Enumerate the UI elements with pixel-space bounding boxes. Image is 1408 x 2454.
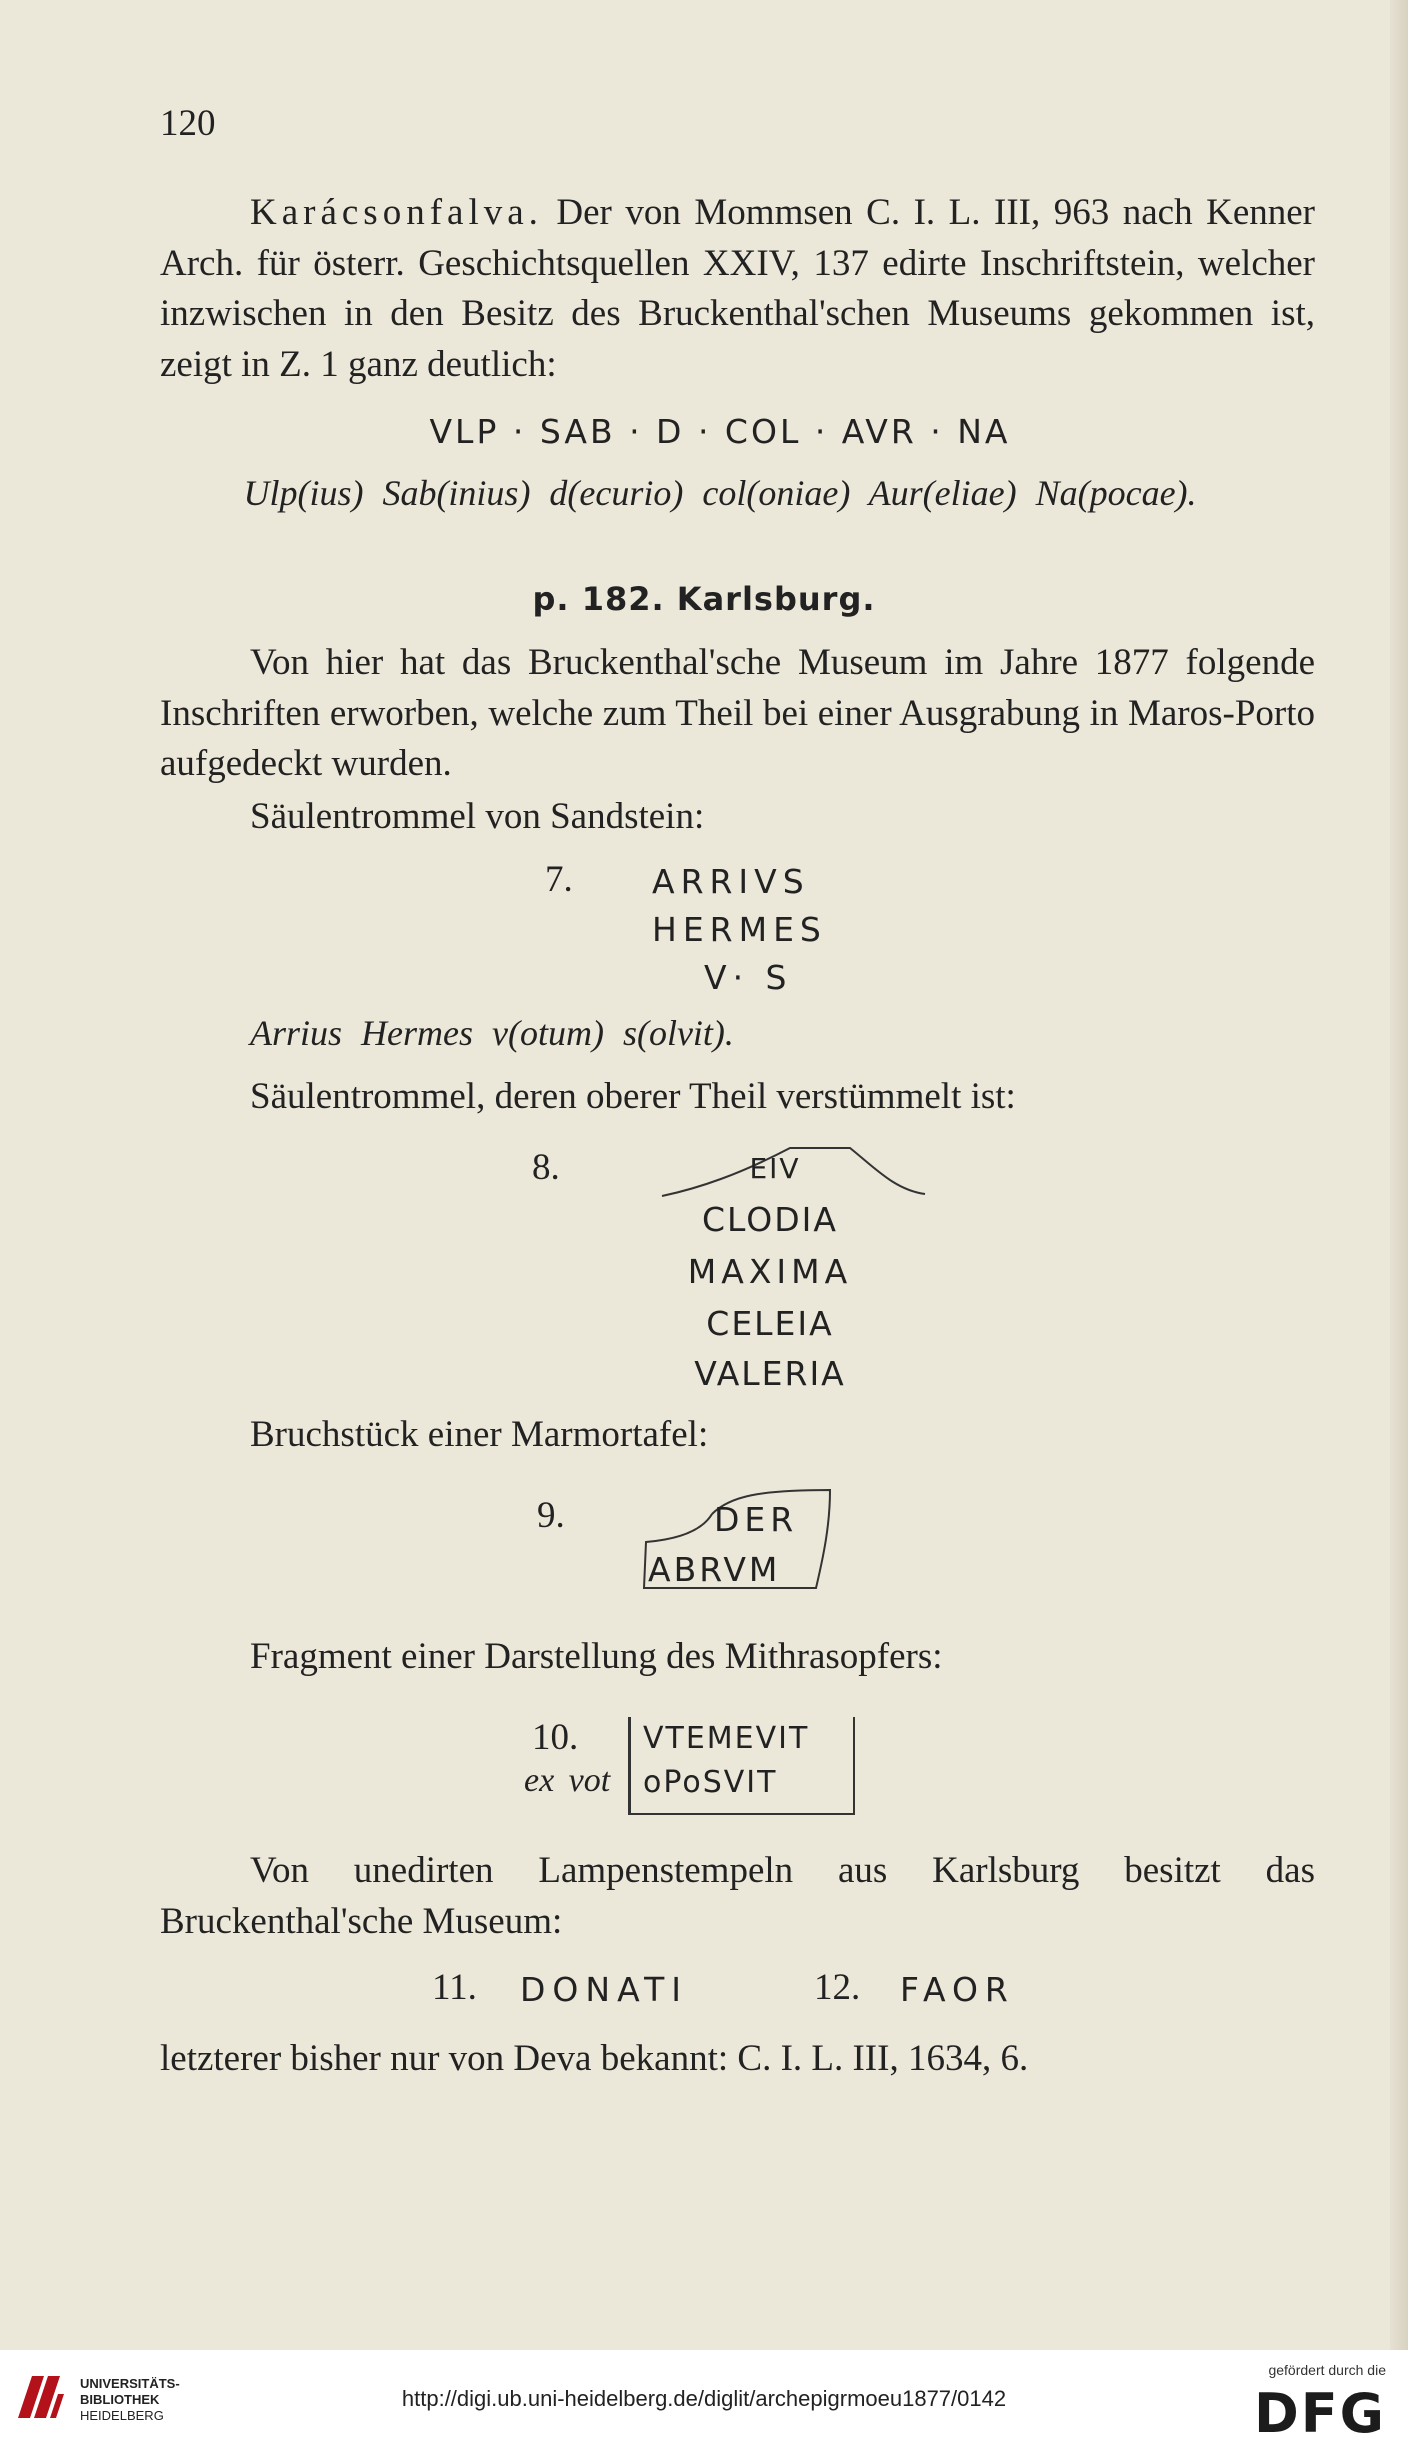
item9-number: 9. — [537, 1495, 565, 1536]
item8-line4: CELEIA — [706, 1304, 834, 1343]
item10-side-text: ex vot — [524, 1762, 611, 1799]
stamp11-text: DONATI — [520, 1970, 688, 2009]
stamp12-text: FAOR — [900, 1970, 1015, 2009]
item10-line2: oPoSVIT — [643, 1765, 778, 1800]
page-spine-shadow — [1390, 0, 1408, 2350]
dfg-logo: DFG — [1253, 2382, 1386, 2445]
permalink-url[interactable]: http://digi.ub.uni-heidelberg.de/diglit/archepigrmoeu1877/0142 — [401, 2386, 1007, 2411]
item9-intro: Bruchstück einer Marmortafel: — [250, 1414, 709, 1455]
item7-expansion: Arrius Hermes v(otum) s(olvit). — [250, 1013, 734, 1053]
item8-line1: EIV — [749, 1152, 801, 1185]
item9-line2: ABRVM — [648, 1550, 781, 1589]
stamp12-number: 12. — [814, 1967, 861, 2008]
library-name-line3: HEIDELBERG — [80, 2408, 164, 2423]
item8-number: 8. — [532, 1147, 560, 1188]
inscription-expansion: Ulp(ius) Sab(inius) d(ecurio) col(oniae) Aur(eliae) Na(pocae). — [243, 473, 1197, 513]
paragraph-deva: letzterer bisher nur von Deva bekannt: C. I. L. III, 1634, 6. — [160, 2038, 1029, 2079]
library-name-line2: BIBLIOTHEK — [80, 2392, 160, 2407]
item8-line3: MAXIMA — [687, 1252, 853, 1291]
paragraph-karacsonfalva — [160, 188, 1315, 390]
place-name: Karácsonfalva. — [250, 192, 543, 233]
stamp11-number: 11. — [432, 1967, 477, 2008]
item7-line2: HERMES — [652, 910, 827, 949]
item10-inscription-box — [628, 1717, 855, 1815]
item10-number: 10. — [532, 1717, 579, 1758]
footer-bar — [0, 2350, 1408, 2454]
paragraph-text: Der von Mommsen C. I. L. III, 963 nach Kenner Arch. für österr. Geschichtsquellen XXIV, 137 edirte Inschriftstein, welcher inzwischen in den Besitz des Bruckenthal'schen Museums gekommen ist, zeigt in Z. 1 ganz deutlich: — [160, 192, 1315, 385]
item9-line1: DER — [714, 1500, 799, 1539]
item8-line5: VALERIA — [694, 1354, 846, 1393]
item7-line1: ARRIVS — [652, 862, 810, 901]
item8-intro: Säulentrommel, deren oberer Theil verstümmelt ist: — [250, 1076, 1016, 1117]
paragraph-lamp-stamps: Von unedirten Lampenstempeln aus Karlsburg besitzt das Bruckenthal'sche Museum: — [160, 1850, 1315, 1942]
library-name-line1: UNIVERSITÄTS- — [80, 2376, 180, 2391]
item7-number: 7. — [545, 859, 573, 900]
item10-intro: Fragment einer Darstellung des Mithrasopfers: — [250, 1636, 943, 1677]
section-heading: p. 182. Karlsburg. — [532, 580, 876, 618]
item7-intro: Säulentrommel von Sandstein: — [250, 796, 705, 837]
item8-line2: CLODIA — [702, 1200, 838, 1239]
item10-line1: VTEMEVIT — [643, 1721, 810, 1756]
inscription-caps: VLP · SAB · D · COL · AVR · NA — [429, 412, 1011, 451]
paragraph-karlsburg: Von hier hat das Bruckenthal'sche Museum im Jahre 1877 folgende Inschriften erworben, welche zum Theil bei einer Ausgrabung in Maros-Porto aufgedeckt wurden. — [160, 642, 1315, 784]
item7-line3: V· S — [704, 958, 793, 997]
page-number: 120 — [160, 103, 216, 144]
funded-by-caption: gefördert durch die — [1268, 2362, 1386, 2378]
